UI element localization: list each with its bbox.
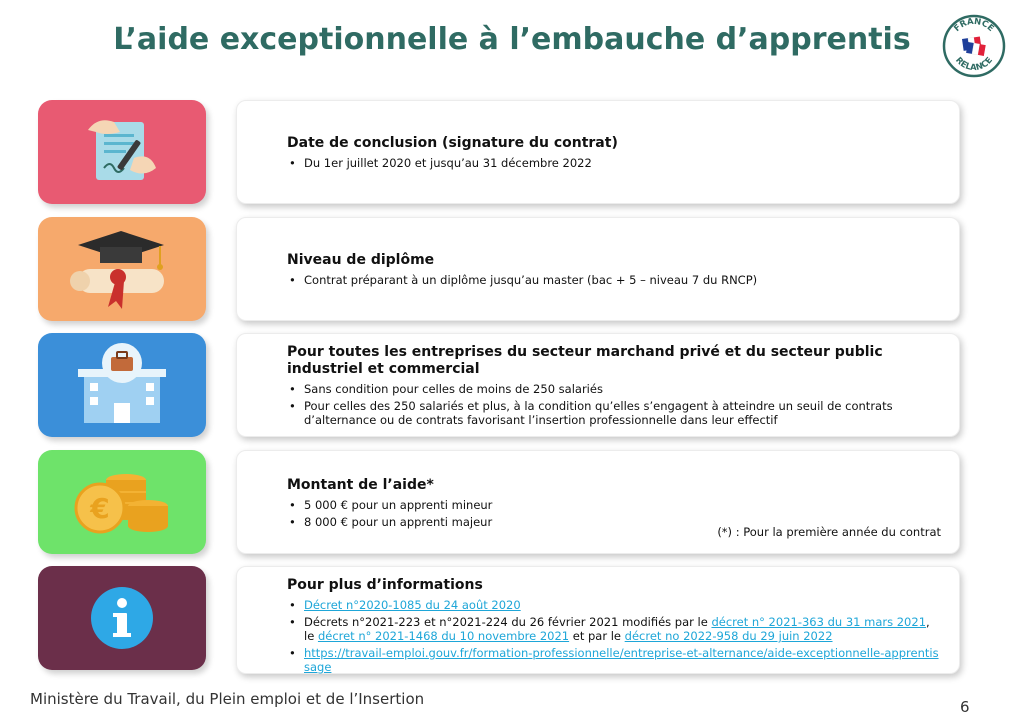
travail-emploi-url-link[interactable]: https://travail-emploi.gouv.fr/formation-professionnelle/entreprise-et-alternance/aide-exceptionnelle-apprentissage bbox=[304, 646, 939, 674]
decrets-text-separator: , le bbox=[304, 615, 930, 643]
page-number: 6 bbox=[960, 698, 970, 716]
decret-2021-363-link[interactable]: décret n° 2021-363 du 31 mars 2021 bbox=[711, 615, 927, 629]
list-item bbox=[287, 646, 941, 674]
list-item: • 5 000 € pour un apprenti mineur bbox=[287, 498, 941, 512]
section-heading: Pour plus d’informations bbox=[287, 577, 483, 593]
page-title: L’aide exceptionnelle à l’embauche d’apprentis bbox=[113, 22, 911, 57]
section-card-diploma bbox=[236, 217, 960, 321]
info-icon bbox=[38, 566, 206, 670]
footnote: (*) : Pour la première année du contrat bbox=[717, 525, 941, 539]
decrets-text-separator: et par le bbox=[569, 629, 625, 643]
svg-text:RELANCE: RELANCE bbox=[953, 55, 995, 74]
section-heading: Pour toutes les entreprises du secteur marchand privé et du secteur public industriel et commercial bbox=[287, 344, 883, 377]
decret-2020-link[interactable]: Décret n°2020-1085 du 24 août 2020 bbox=[304, 598, 521, 612]
list-item: • 8 000 € pour un apprenti majeur bbox=[287, 515, 941, 529]
list-item: • Contrat préparant à un diplôme jusqu’au master (bac + 5 – niveau 7 du RNCP) bbox=[287, 273, 941, 287]
svg-text:€: € bbox=[90, 492, 110, 525]
list-item bbox=[287, 598, 941, 612]
contract-signing-icon bbox=[38, 100, 206, 204]
list-item: • Sans condition pour celles de moins de 250 salariés bbox=[287, 382, 941, 396]
france-relance-logo bbox=[942, 14, 1006, 78]
section-heading: Date de conclusion (signature du contrat) bbox=[287, 135, 618, 151]
decret-2021-1468-link[interactable]: décret n° 2021-1468 du 10 novembre 2021 bbox=[317, 629, 570, 643]
section-heading: Niveau de diplôme bbox=[287, 252, 435, 268]
section-card-info bbox=[236, 566, 960, 674]
svg-text:FRANCE: FRANCE bbox=[952, 16, 996, 34]
graduation-cap-diploma-icon bbox=[38, 217, 206, 321]
list-item bbox=[287, 615, 941, 643]
euro-coins-icon bbox=[38, 450, 206, 554]
list-item: • Pour celles des 250 salariés et plus, à la condition qu’elles s’engagent à atteindre un seuil de contrats d’alternance ou de contrats favorisant l’insertion professionnelle dans leur effectif bbox=[287, 399, 941, 427]
section-card-amount bbox=[236, 450, 960, 554]
decret-2022-958-link[interactable]: décret no 2022-958 du 29 juin 2022 bbox=[624, 629, 833, 643]
company-building-icon bbox=[38, 333, 206, 437]
section-card-date bbox=[236, 100, 960, 204]
ministry-footer: Ministère du Travail, du Plein emploi et de l’Insertion bbox=[30, 690, 425, 708]
list-item: • Du 1er juillet 2020 et jusqu’au 31 décembre 2022 bbox=[287, 156, 941, 170]
section-card-companies bbox=[236, 333, 960, 437]
section-heading: Montant de l’aide* bbox=[287, 477, 434, 493]
decrets-text: Décrets n°2021-223 et n°2021-224 du 26 février 2021 modifiés par le bbox=[304, 615, 712, 629]
